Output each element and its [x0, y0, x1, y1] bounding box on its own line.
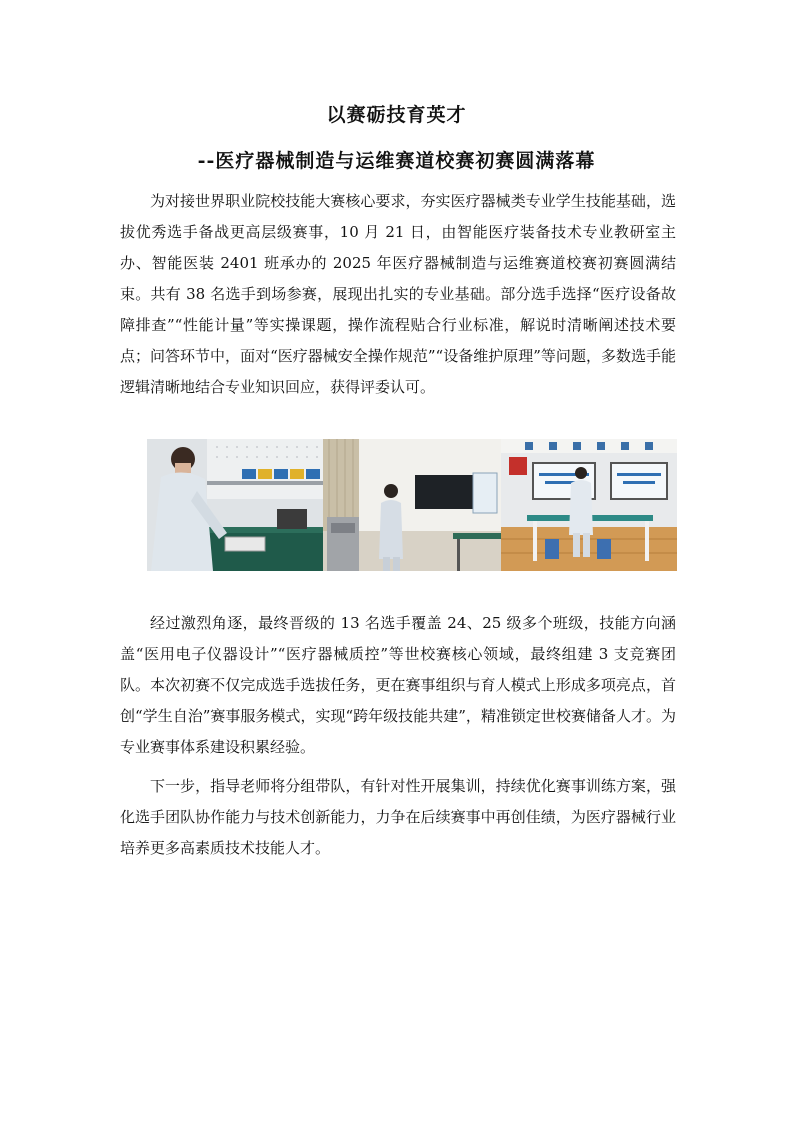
- competitor-presenting-photo: [501, 439, 677, 571]
- paragraph-results: 经过激烈角逐，最终晋级的 13 名选手覆盖 24、25 级多个班级，技能方向涵盖“医用电子仪器设计”“医疗器械质控”等世校赛核心领域，最终组建 3 支竞赛团队。本次初赛不仅完成选手选拔任务，更在赛事组织与育人模式上形成多项亮点，首创“学生自治”赛事服务模式，实现“跨年级技能共建”，精准锁定世校赛储备人才。为专业赛事体系建设积累经验。: [120, 614, 676, 756]
- paragraph-intro: 为对接世界职业院校技能大赛核心要求，夯实医疗器械类专业学生技能基础，选拔优秀选手备战更高层级赛事，10 月 21 日，由智能医疗装备技术专业教研室主办、智能医装 2401 班承办的 2025 年医疗器械制造与运维赛道校赛初赛圆满结束。共有 38 名选手到场参赛，展现出扎实的专业基础。部分选手选择“医疗设备故障排查”“性能计量”等实操课题，操作流程贴合行业标准，解说时清晰阐述技术要点；问答环节中，面对“医疗器械安全操作规范”“设备维护原理”等问题，多数选手能逻辑清晰地结合专业知识回应，获得评委认可。: [120, 192, 676, 396]
- paragraph-next-steps: 下一步，指导老师将分组带队，有针对性开展集训，持续优化赛事训练方案，强化选手团队协作能力与技术创新能力，力争在后续赛事中再创佳绩，为医疗器械行业培养更多高素质技术技能人才。: [120, 777, 676, 857]
- photo-strip: [147, 439, 677, 571]
- document-subtitle: --医疗器械制造与运维赛道校赛初赛圆满落幕: [197, 150, 596, 172]
- competitor-in-lab-photo: [323, 439, 501, 571]
- competitor-at-workbench-photo: [147, 439, 323, 571]
- document-title: 以赛砺技育英才: [326, 104, 467, 126]
